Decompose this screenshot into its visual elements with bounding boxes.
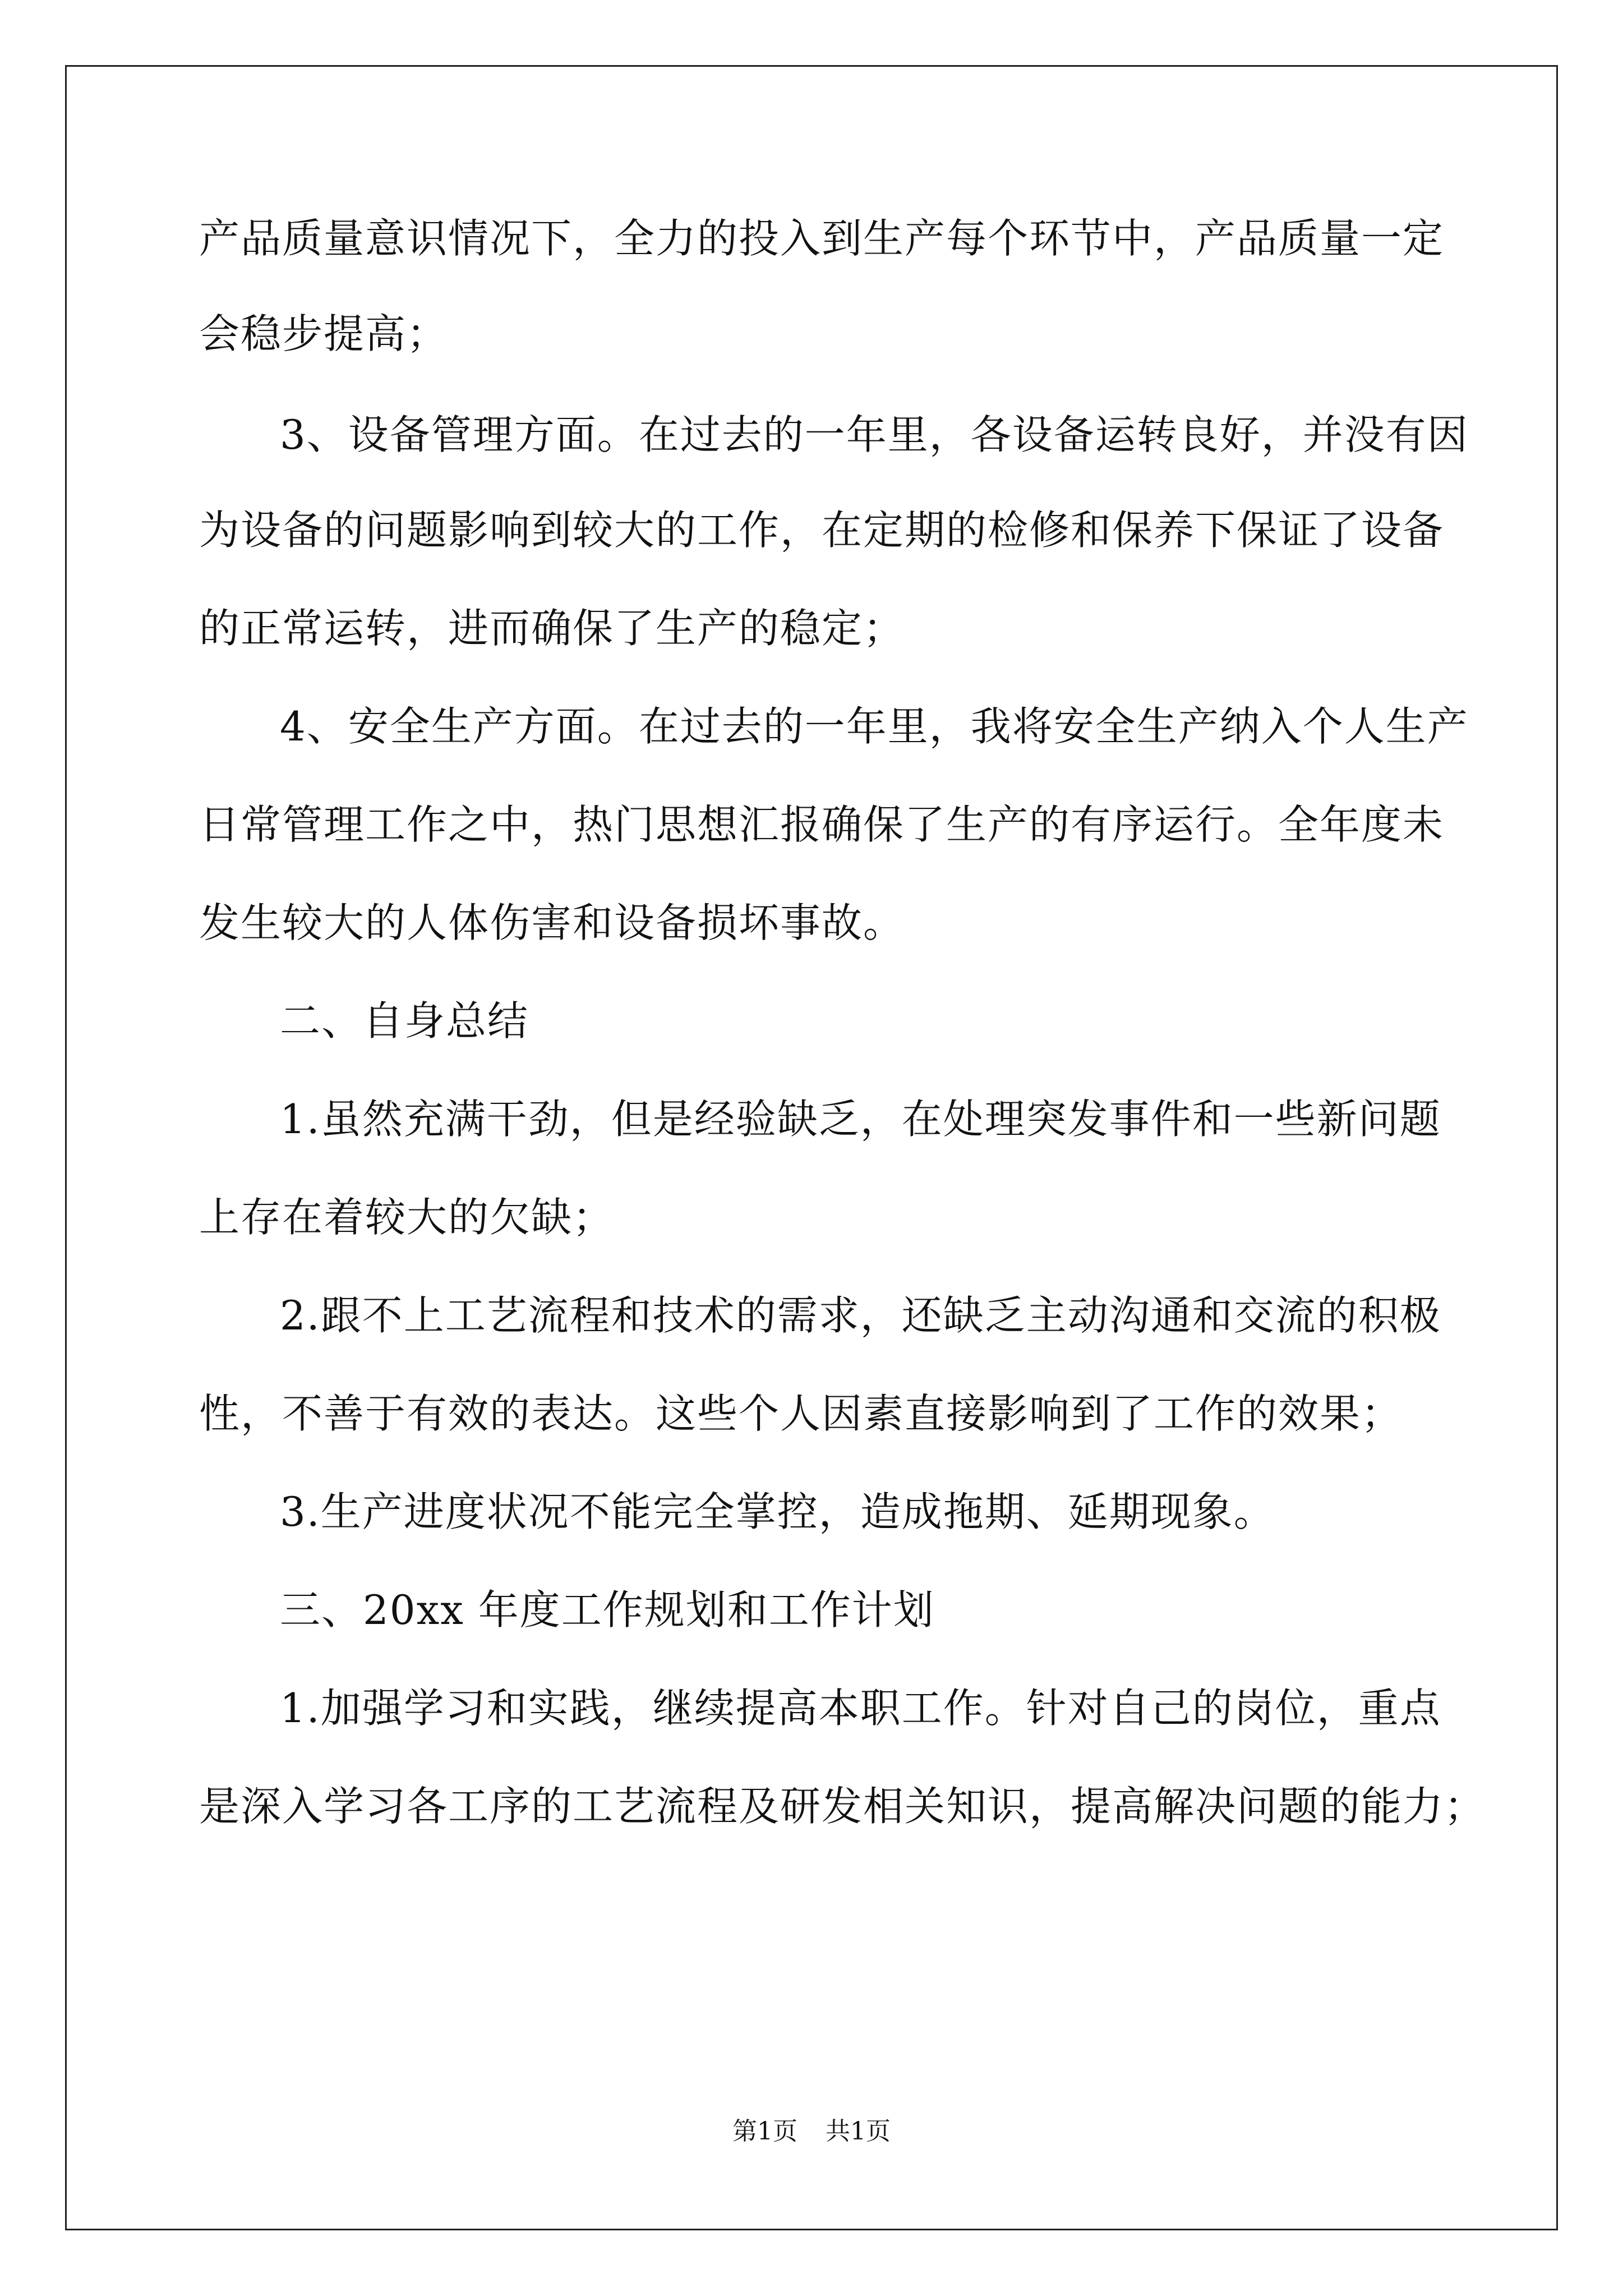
page-border	[65, 65, 1558, 2230]
text-line: 发生较大的人体伤害和设备损坏事故。	[199, 899, 905, 946]
text-line: 产品质量意识情况下，全力的投入到生产每个环节中，产品质量一定	[199, 215, 1445, 262]
text-line: 的正常运转，进而确保了生产的稳定；	[199, 605, 905, 652]
text-line: 为设备的问题影响到较大的工作，在定期的检修和保养下保证了设备	[199, 507, 1445, 554]
page-total: 共1页	[826, 2117, 891, 2146]
text-line: 4、安全生产方面。在过去的一年里，我将安全生产纳入个人生产	[280, 703, 1469, 750]
section-heading: 二、自身总结	[280, 997, 529, 1045]
text-line: 3.生产进度状况不能完全掌控，造成拖期、延期现象。	[280, 1488, 1275, 1535]
text-line: 2.跟不上工艺流程和技术的需求，还缺乏主动沟通和交流的积极	[280, 1292, 1441, 1339]
page-number: 第1页	[732, 2117, 797, 2146]
text-line: 3、设备管理方面。在过去的一年里，各设备运转良好，并没有因	[280, 411, 1469, 458]
text-line: 是深入学习各工序的工艺流程及研发相关知识，提高解决问题的能力；	[199, 1783, 1486, 1830]
text-line: 1.加强学习和实践，继续提高本职工作。针对自己的岗位，重点	[280, 1685, 1441, 1732]
text-line: 上存在着较大的欠缺；	[199, 1194, 615, 1241]
page-footer	[0, 2115, 1623, 2148]
section-heading: 三、20xx 年度工作规划和工作计划	[280, 1586, 935, 1634]
text-line: 性，不善于有效的表达。这些个人因素直接影响到了工作的效果；	[199, 1390, 1403, 1437]
text-line: 日常管理工作之中，热门思想汇报确保了生产的有序运行。全年度未	[199, 801, 1445, 848]
text-line: 会稳步提高；	[199, 310, 449, 357]
text-line: 1.虽然充满干劲，但是经验缺乏，在处理突发事件和一些新问题	[280, 1096, 1441, 1143]
